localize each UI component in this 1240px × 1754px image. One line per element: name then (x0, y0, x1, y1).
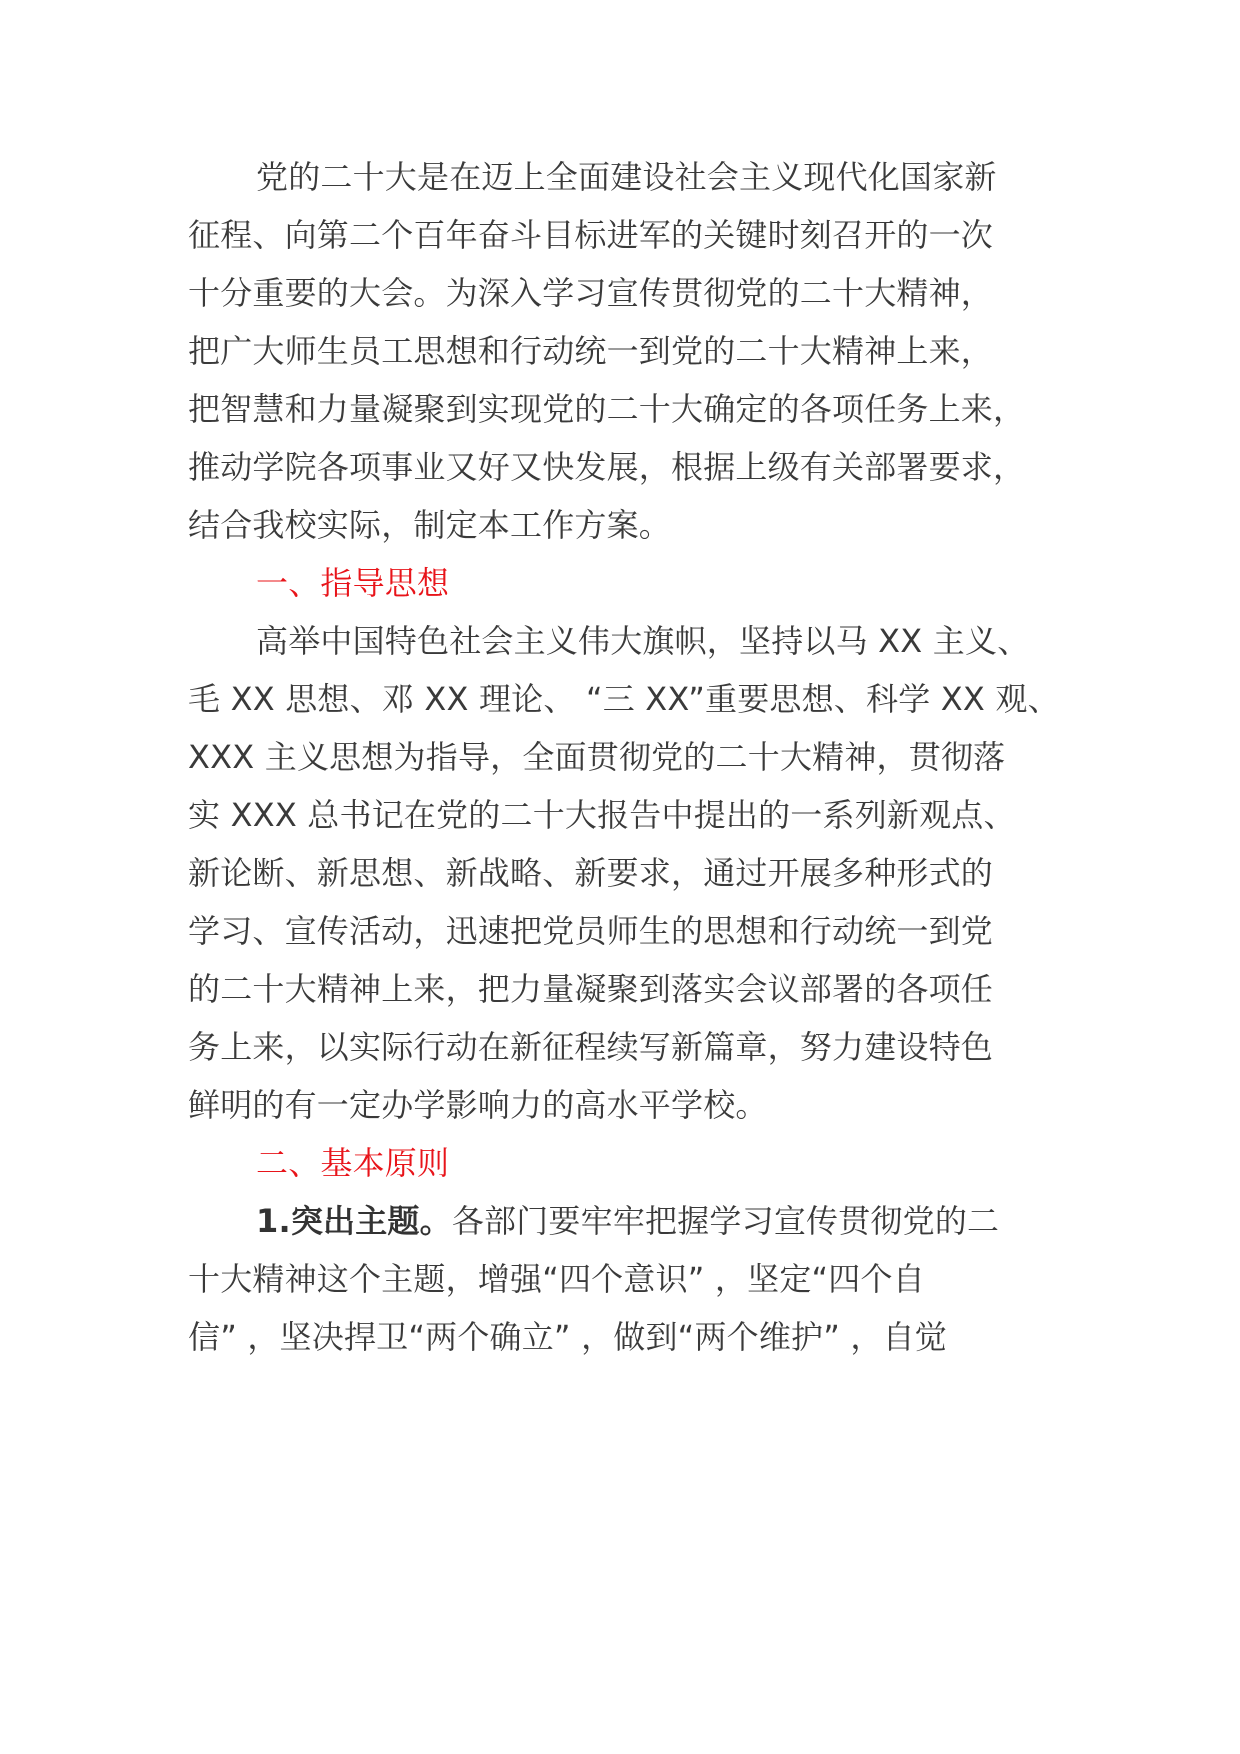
principle-item-1 (256, 1201, 999, 1241)
section1-line: 新论断、新思想、新战略、新要求，通过开展多种形式的 (188, 854, 994, 892)
intro-line: 推动学院各项事业又好又快发展，根据上级有关部署要求， (188, 448, 1026, 486)
intro-line: 结合我校实际，制定本工作方案。 (188, 506, 672, 544)
section1-line: 毛 XX 思想、邓 XX 理论、 “三 XX”重要思想、科学 XX 观、 (188, 680, 1060, 718)
section1-line: 的二十大精神上来，把力量凝聚到落实会议部署的各项任 (188, 970, 994, 1008)
section1-line: 学习、宣传活动，迅速把党员师生的思想和行动统一到党 (188, 912, 994, 950)
section1-line: 鲜明的有一定办学影响力的高水平学校。 (188, 1086, 768, 1124)
principle-item-1-text: 各部门要牢牢把握学习宣传贯彻党的二 (451, 1202, 1000, 1240)
section-heading-guiding-thought: 一、指导思想 (256, 564, 450, 602)
intro-line: 十分重要的大会。为深入学习宣传贯彻党的二十大精神， (188, 274, 994, 312)
section1-line: 务上来，以实际行动在新征程续写新篇章，努力建设特色 (188, 1028, 994, 1066)
section2-line: 信” ，坚决捍卫“两个确立” ，做到“两个维护” ，自觉 (188, 1318, 948, 1356)
principle-item-1-title: 1.突出主题。 (256, 1202, 452, 1240)
intro-line: 征程、向第二个百年奋斗目标进军的关键时刻召开的一次 (188, 216, 994, 254)
section-heading-basic-principles: 二、基本原则 (256, 1144, 450, 1182)
intro-line: 把广大师生员工思想和行动统一到党的二十大精神上来， (188, 332, 994, 370)
intro-line: 把智慧和力量凝聚到实现党的二十大确定的各项任务上来， (188, 390, 1026, 428)
section1-line: 实 XXX 总书记在党的二十大报告中提出的一系列新观点、 (188, 796, 1016, 834)
intro-line: 党的二十大是在迈上全面建设社会主义现代化国家新 (256, 158, 997, 196)
section1-line: 高举中国特色社会主义伟大旗帜，坚持以马 XX 主义、 (256, 622, 1030, 660)
section2-line: 十大精神这个主题，增强“四个意识” ，坚定“四个自 (188, 1260, 925, 1298)
section1-line: XXX 主义思想为指导，全面贯彻党的二十大精神，贯彻落 (188, 738, 1006, 776)
